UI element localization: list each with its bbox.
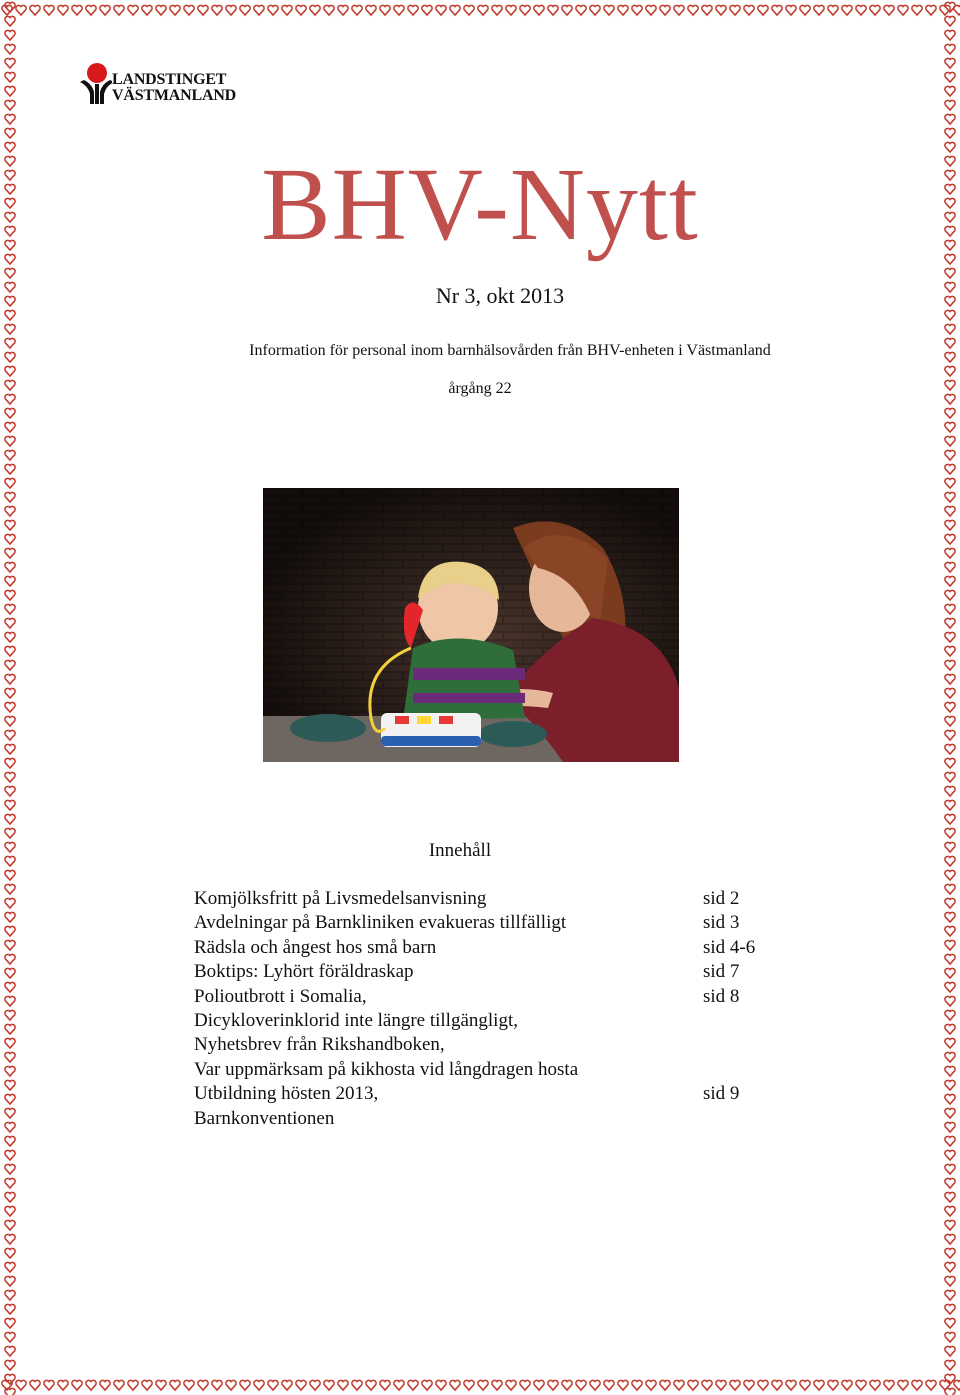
toc-item-title: Komjölksfritt på Livsmedelsanvisning (194, 888, 487, 909)
toc-item (194, 985, 794, 1009)
toc-item-title: Dicykloverinklorid inte längre tillgängligt, (194, 1009, 518, 1031)
toc-item (194, 1058, 794, 1082)
toc-item-title: Avdelningar på Barnkliniken evakueras tillfälligt (194, 912, 567, 934)
toc-item-title: Var uppmärksam på kikhosta vid långdragen hosta (194, 1058, 579, 1080)
toc-item (194, 911, 794, 935)
toc-item-page: sid 8 (703, 985, 740, 1007)
volume: årgång 22 (448, 380, 512, 397)
toc-item (194, 960, 794, 984)
landstinget-logo (78, 62, 238, 108)
toc-item (194, 1009, 794, 1033)
toc-item (194, 936, 794, 960)
logo-line-1: LANDSTINGET (112, 71, 227, 88)
issue-number: Nr 3, okt 2013 (435, 283, 565, 308)
toc-item (194, 887, 794, 911)
toc-item-title: Rädsla och ångest hos små barn (194, 936, 437, 958)
toc-item-page: sid 7 (703, 961, 740, 983)
toc-item-title: Nyhetsbrev från Rikshandboken, (194, 1034, 445, 1056)
page-border-top (0, 0, 960, 20)
toc-heading: Innehåll (428, 840, 492, 861)
toc-item (194, 1082, 794, 1106)
toc-item-title: Barnkonventionen (194, 1107, 335, 1129)
toc-item-page: sid 9 (703, 1083, 740, 1105)
subtitle: Information för personal inom barnhälsovården från BHV-enheten i Västmanland (249, 342, 771, 359)
page-border-bottom (0, 1375, 960, 1395)
toc-item (194, 1033, 794, 1057)
mother-child-telephone-photo (263, 488, 679, 762)
toc-item-page: sid 4-6 (703, 936, 756, 958)
toc-item-title: Boktips: Lyhört föräldraskap (194, 961, 414, 983)
toc-item-page: sid 3 (703, 912, 740, 934)
newsletter-title: BHV-Nytt (261, 147, 699, 262)
toc-item (194, 1107, 794, 1131)
toc-item-title: Polioutbrott i Somalia, (194, 985, 367, 1007)
person-figure-icon (78, 62, 112, 108)
logo-wordmark (112, 72, 236, 104)
table-of-contents (194, 887, 794, 1131)
logo-line-2: VÄSTMANLAND (112, 87, 237, 104)
toc-item-page: sid 2 (703, 888, 740, 909)
toc-item-title: Utbildning hösten 2013, (194, 1083, 379, 1105)
